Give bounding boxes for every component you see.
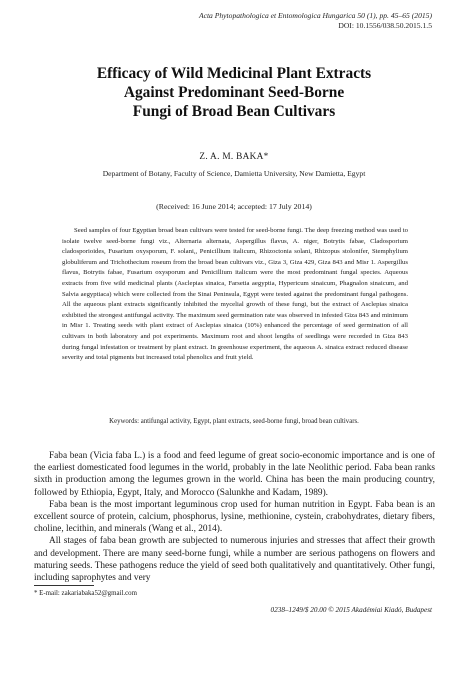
journal-header: [199, 11, 432, 31]
journal-citation: Acta Phytopathologica et Entomologica Hungarica 50 (1), pp. 45–65 (2015): [198, 11, 432, 20]
doi: DOI: 10.1556/038.50.2015.1.5: [338, 21, 432, 30]
article-title: [40, 64, 428, 121]
received-dates: (Received: 16 June 2014; accepted: 17 July 2014): [156, 202, 312, 211]
body-paragraph: All stages of faba bean growth are subjected to numerous injuries and stresses that affect their growth and development. There are many seed-borne fungi, while a number are serious pathogens on flowers and maturing seeds. These pathogens reduce the yield of seed both qualitatively and quantitatively. Other fungi, including saprophytes and very: [34, 536, 435, 584]
keywords: Keywords: antifungal activity, Egypt, plant extracts, seed-borne fungi, broad bean cultivars.: [109, 418, 359, 425]
footnote-divider: [34, 585, 94, 586]
title-line: Fungi of Broad Bean Cultivars: [132, 103, 336, 120]
body-text: [34, 450, 435, 584]
title-line: Efficacy of Wild Medicinal Plant Extracts: [96, 65, 372, 82]
footnote-email: * E-mail: zakariabaka52@gmail.com: [34, 590, 137, 597]
author-name: Z. A. M. BAKA*: [199, 152, 269, 162]
abstract: [62, 226, 408, 364]
body-paragraph: Faba bean is the most important leguminous crop used for human nutrition in Egypt. Faba bean is an excellent source of protein, calcium, phosphorus, lysine, methionine, cystein, crabohydrates, dietary fibers, choline, lecithin, and minerals (Wang et al., 2014).: [34, 499, 435, 535]
title-line: Against Predominant Seed-Borne: [123, 84, 345, 101]
copyright-footer: 0238–1249/$ 20.00 © 2015 Akadémiai Kiadó, Budapest: [270, 606, 432, 614]
body-paragraph: Faba bean (Vicia faba L.) is a food and feed legume of great socio-economic importance and is one of the earliest domesticated food legumes in the world, probably in the late Neolithic period. Faba bean ranks sixth in production among the legumes grown in the world. China has been the main producing country, followed by Ethiopia, Egypt, Italy, and Morocco (Salunkhe and Kadam, 1989).: [34, 451, 435, 498]
author-affiliation: Department of Botany, Faculty of Science, Damietta University, New Damietta, Egypt: [102, 169, 366, 178]
abstract-text: Seed samples of four Egyptian broad bean cultivars were tested for seed-borne fungi. The deep freezing method was used to isolate twelve seed-borne fungi viz., Alternaria alternata, Aspergillus flavus, A. niger, Botrytis fabae, Cladosporium cladosporioides, Fusarium oxysporum, F. solani,, Penicillium italicum, Rhizoctonia solani, Rhizopus stolonifer, Stemphylium globuliferum and Trichothecium roseum from the broad bean cultivars viz., Giza 3, Giza 429, Giza 843 and Misr 1. Aspergillus flavus, Botrytis fabae, Fusarium oxysporum and Penicillium italicum were the most predominant fungal species. Aqueous extracts from five wild medicinal plants (Asclepias sinaica, Farsetia aegyptia, Hypericum sinaicum, Phagnalon sinaicum, and Salvia aegyptiaca) which were collected from the Sinai Peninsula, Egypt were tested against the predominant fungal pathogens. All the aqueous plant extracts significantly inhibited the mycelial growth of these fungi, but the extract of Asclepias sinaica exhibited the strongest antifungal activity. The maximum seed germination rate was observed in infested Giza 843 and minimum in Misr 1. Treating seeds with plant extract of Asclepias sinaica (10%) enhanced the percentage of seed germination of all cultivars in both laboratory and pot experiments. Maximum root and shoot lengths of seedlings were recorded in Giza 843 during fungal infestation or treatment by plant extract. In greenhouse experiment, the aqueous A. sinaica extract reduced disease severity and total pigments but increased total phenolics and fruit yield.: [62, 227, 408, 362]
